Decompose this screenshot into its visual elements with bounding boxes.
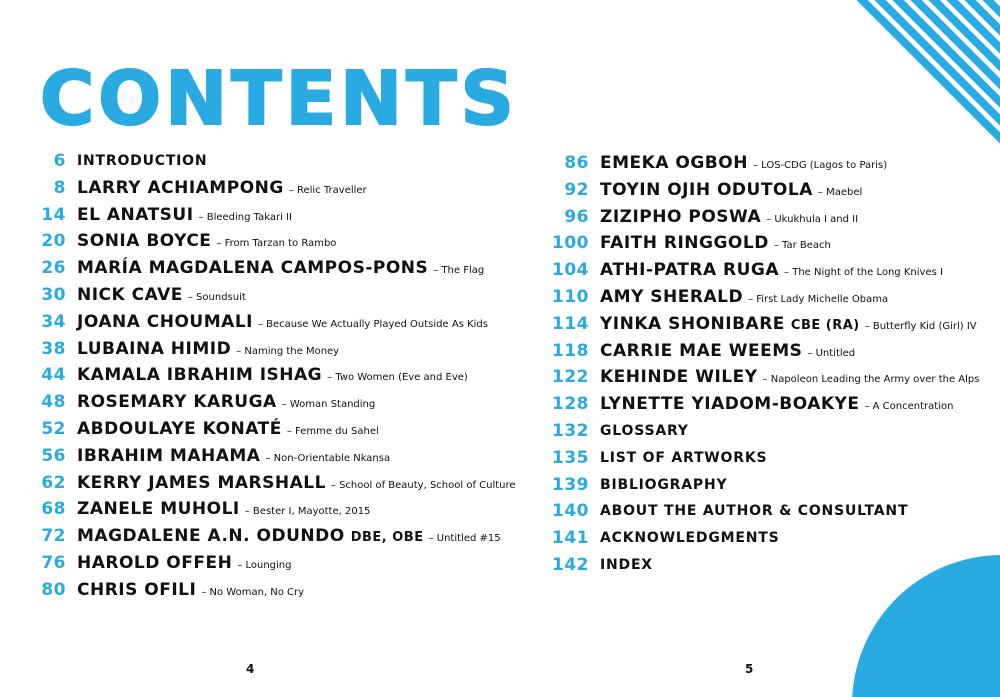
- entry-title: [600, 230, 831, 259]
- entry-artwork-title: – School of Beauty, School of Culture: [330, 479, 516, 491]
- contents-entry: [0, 445, 1000, 471]
- entry-artwork-title: – Bleeding Takari II: [198, 211, 292, 223]
- contents-entry: [0, 338, 1000, 364]
- entry-artwork-title: – From Tarzan to Rambo: [216, 238, 337, 250]
- page-title: CONTENTS: [40, 56, 518, 142]
- entry-title: [600, 177, 862, 206]
- page-number-right: 5: [745, 662, 754, 676]
- contents-entry: [0, 364, 1000, 390]
- entry-name: AMY SHERALD: [600, 287, 744, 307]
- entry-name: KAMALA IBRAHIM ISHAG: [77, 365, 323, 386]
- contents-entry: [0, 472, 1000, 498]
- entry-page-number: 68: [41, 499, 66, 520]
- contents-entry: [0, 257, 1000, 283]
- entry-artwork-title: – Maebel: [817, 186, 863, 198]
- entry-page-number: 52: [41, 419, 66, 439]
- entry-page-number: 142: [552, 555, 589, 575]
- entry-artwork-title: – Relic Traveller: [288, 184, 367, 196]
- entry-page-number: 38: [41, 338, 66, 359]
- entry-artwork-title: – Untitled: [807, 347, 856, 359]
- entry-name: INTRODUCTION: [77, 153, 208, 169]
- entry-title: [600, 498, 908, 524]
- entry-page-number: 6: [53, 151, 66, 171]
- entry-title: [600, 150, 887, 179]
- entry-name: SONIA BOYCE: [77, 231, 212, 252]
- entry-name: HAROLD OFFEH: [77, 553, 233, 573]
- entry-artwork-title: – First Lady Michelle Obama: [748, 294, 889, 305]
- contents-entry: [0, 204, 1000, 230]
- entry-page-number: 72: [41, 526, 66, 547]
- entry-name: NICK CAVE: [77, 285, 183, 305]
- entry-artwork-title: – Tar Beach: [773, 240, 831, 252]
- entry-artwork-title: – The Flag: [433, 265, 485, 277]
- entry-page-number: 34: [41, 311, 66, 332]
- entry-name: TOYIN OJIH ODUTOLA: [600, 179, 813, 200]
- entry-artwork-title: – The Night of the Long Knives I: [784, 267, 943, 279]
- entry-artwork-title: – Two Women (Eve and Eve): [327, 372, 468, 384]
- entry-artwork-title: – A Concentration: [864, 401, 954, 413]
- entry-artwork-title: – Femme du Sahel: [286, 426, 379, 437]
- entry-page-number: 44: [41, 365, 66, 386]
- contents-entry: [0, 230, 1000, 256]
- entry-title: [600, 311, 977, 340]
- entry-name: MARÍA MAGDALENA CAMPOS-PONS: [77, 258, 429, 279]
- entry-title: [77, 577, 304, 606]
- entry-page-number: 86: [564, 153, 589, 173]
- entry-artwork-title: – Non-Orientable Nkansa: [265, 452, 391, 464]
- contents-entry: [0, 391, 1000, 417]
- entry-page-number: 92: [564, 179, 589, 200]
- entry-artwork-title: – Bester I, Mayotte, 2015: [244, 506, 371, 518]
- entry-page-number: 104: [552, 260, 589, 281]
- entry-name: EMEKA OGBOH: [600, 153, 748, 173]
- entry-artwork-title: – Ukukhula I and II: [766, 213, 859, 225]
- contents-entry: [0, 284, 1000, 310]
- entry-page-number: 48: [41, 392, 66, 413]
- entry-artwork-title: – Butterfly Kid (Girl) IV: [864, 320, 977, 332]
- entry-name: INDEX: [600, 557, 653, 573]
- entry-page-number: 56: [41, 445, 66, 466]
- contents-entry: [0, 311, 1000, 337]
- entry-page-number: 110: [552, 287, 589, 307]
- entry-page-number: 114: [552, 313, 589, 334]
- entry-name: ROSEMARY KARUGA: [77, 392, 277, 413]
- entry-page-number: 96: [564, 206, 589, 227]
- entry-name: GLOSSARY: [600, 423, 689, 439]
- entry-page-number: 118: [552, 340, 589, 361]
- entry-name: ATHI-PATRA RUGA: [600, 260, 780, 281]
- contents-entry: [0, 150, 1000, 176]
- entry-name: LUBAINA HIMID: [77, 338, 232, 359]
- entry-name: LIST OF ARTWORKS: [600, 449, 768, 466]
- entry-name: LYNETTE YIADOM-BOAKYE: [600, 394, 860, 415]
- entry-name: YINKA SHONIBARE: [600, 313, 785, 334]
- entry-name: ZANELE MUHOLI: [77, 499, 240, 520]
- entry-title: [600, 472, 727, 498]
- entry-page-number: 135: [552, 447, 589, 468]
- entry-artwork-title: – Woman Standing: [281, 399, 376, 411]
- entry-name: ZIZIPHO POSWA: [600, 206, 762, 227]
- entry-title: [600, 204, 858, 233]
- entry-page-number: 76: [41, 553, 66, 573]
- entry-honors: CBE (RA): [790, 317, 860, 333]
- contents-entry: [0, 577, 1000, 603]
- entry-name: KERRY JAMES MARSHALL: [77, 472, 326, 493]
- entry-title: [600, 338, 855, 367]
- entry-artwork-title: – No Woman, No Cry: [201, 586, 305, 598]
- entry-page-number: 100: [552, 233, 589, 254]
- entry-name: LARRY ACHIAMPONG: [77, 177, 284, 198]
- contents-entry: [0, 552, 1000, 578]
- entry-title: [600, 418, 689, 444]
- entry-page-number: 62: [41, 472, 66, 493]
- entry-title: [600, 391, 953, 420]
- entry-artwork-title: – Soundsuit: [187, 292, 246, 303]
- entry-title: [600, 364, 979, 393]
- contents-entry: [0, 418, 1000, 444]
- entry-page-number: 128: [552, 394, 589, 415]
- entry-artwork-title: – Napoleon Leading the Army over the Alps: [762, 374, 980, 386]
- entry-name: ABDOULAYE KONATÉ: [77, 419, 282, 439]
- entry-honors: DBE, OBE: [350, 530, 424, 546]
- entry-name: ABOUT THE AUTHOR & CONSULTANT: [600, 503, 909, 520]
- entry-title: [600, 525, 779, 551]
- entry-artwork-title: – Because We Actually Played Outside As Kids: [257, 318, 488, 330]
- entry-name: IBRAHIM MAHAMA: [77, 445, 261, 466]
- entry-name: MAGDALENE A.N. ODUNDO: [77, 526, 345, 547]
- entry-name: CHRIS OFILI: [77, 579, 197, 600]
- entry-page-number: 26: [41, 258, 66, 279]
- entry-title: [600, 284, 888, 313]
- entry-name: EL ANATSUI: [77, 204, 194, 225]
- entry-page-number: 132: [552, 421, 589, 441]
- contents-entry: [0, 525, 1000, 551]
- entry-artwork-title: – LOS-CDG (Lagos to Paris): [752, 160, 888, 171]
- entry-name: JOANA CHOUMALI: [77, 311, 253, 332]
- entry-page-number: 14: [41, 204, 66, 225]
- entry-page-number: 80: [41, 579, 66, 600]
- entry-name: CARRIE MAE WEEMS: [600, 340, 803, 361]
- entry-name: BIBLIOGRAPHY: [600, 476, 728, 493]
- page-number-left: 4: [246, 662, 255, 676]
- entry-page-number: 141: [552, 528, 589, 549]
- entry-page-number: 20: [41, 231, 66, 252]
- entry-page-number: 30: [41, 285, 66, 305]
- entry-name: KEHINDE WILEY: [600, 367, 758, 388]
- entry-page-number: 140: [552, 501, 589, 522]
- contents-entry: [0, 498, 1000, 524]
- entry-artwork-title: – Lounging: [237, 560, 292, 571]
- entry-name: FAITH RINGGOLD: [600, 233, 769, 254]
- entry-name: ACKNOWLEDGMENTS: [600, 530, 780, 547]
- decorative-stripes: [852, 0, 1000, 150]
- contents-entry: [0, 177, 1000, 203]
- entry-title: [600, 257, 943, 286]
- entry-page-number: 139: [552, 474, 589, 495]
- entry-artwork-title: – Naming the Money: [236, 345, 340, 357]
- entry-artwork-title: – Untitled #15: [428, 533, 501, 545]
- entry-page-number: 8: [53, 177, 66, 198]
- entry-page-number: 122: [552, 367, 589, 388]
- entry-title: [600, 445, 767, 471]
- entry-title: [600, 552, 653, 578]
